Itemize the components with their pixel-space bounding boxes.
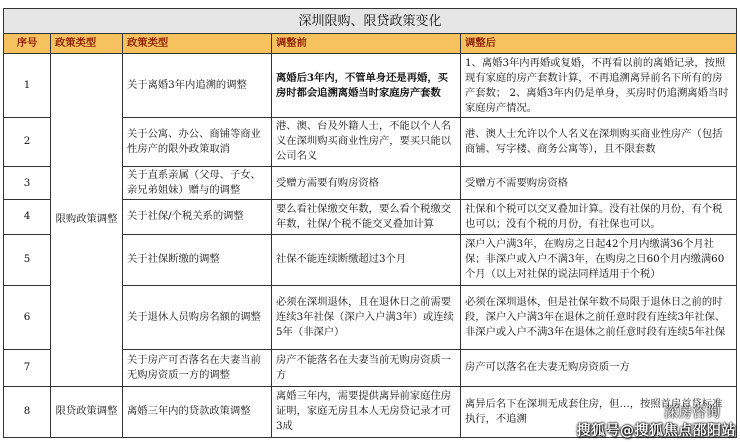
row-type: 离婚三年内的贷款政策调整 [123, 386, 272, 437]
row-type: 关于离婚3年内追溯的调整 [123, 54, 272, 117]
row-after: 深户入户满3年，在购房之日起42个月内缴满36个月社保；非深户或入户不满3年，在购房之日60个月内缴满60个月（以上对社保的说法同样适用于个税） [461, 234, 737, 285]
row-before: 要么看社保缴交年数，要么看个税缴交年数，社保/个税不能交叉叠加计算 [272, 200, 461, 234]
row-num: 2 [4, 117, 51, 166]
row-type: 关于社保断缴的调整 [123, 234, 272, 285]
header-type: 政策类型 [123, 34, 272, 54]
row-type: 关于房产可否落名在夫妻当前无购房资质一方的调整 [123, 350, 272, 386]
header-before: 调整前 [272, 34, 461, 54]
header-type-group: 政策类型 [51, 34, 123, 54]
row-before: 离婚后3年内，不管单身还是再婚，买房时都会追溯离婚当时家庭房产套数 [272, 54, 461, 117]
row-after: 必须在深圳退休，但是社保年数不局限于退休日之前的时段，深户入户满3年在退休之前任意时段有连续3年社保、非深户或入户不满3年在退休之前任意时段有连续5年社保 [461, 285, 737, 349]
row-num: 3 [4, 167, 51, 200]
row-num: 4 [4, 200, 51, 234]
header-row [4, 34, 737, 54]
row-type: 关于社保/个税关系的调整 [123, 200, 272, 234]
row-after: 受赠方不需要购房资格 [461, 167, 737, 200]
row-num: 6 [4, 285, 51, 349]
group-loan: 限贷政策调整 [51, 386, 123, 437]
row-num: 1 [4, 54, 51, 117]
row-type: 关于公寓、办公、商铺等商业性房产的限外政策取消 [123, 117, 272, 166]
row-after: 社保和个税可以交叉叠加计算。没有社保的月份，有个税也可以；没有个税的月份，有社保也可以。 [461, 200, 737, 234]
row-before: 房产不能落名在夫妻当前无购房资质一方 [272, 350, 461, 386]
row-after: 港、澳人士允许以个人名义在深圳购买商业性房产（包括商铺、写字楼、商务公寓等），且不限套数 [461, 117, 737, 166]
row-type: 关于退休人员购房名额的调整 [123, 285, 272, 349]
row-num: 5 [4, 234, 51, 285]
row-before: 离婚三年内，需要提供离异前家庭住房证明，家庭无房且本人无房贷记录才可3成 [272, 386, 461, 437]
header-after: 调整后 [461, 34, 737, 54]
row-before: 港、澳、台及外籍人士，不能以个人名义在深圳购买商业性房产，要买只能以公司名义 [272, 117, 461, 166]
title-row [4, 9, 737, 34]
row-num: 7 [4, 350, 51, 386]
group-purchase: 限购政策调整 [51, 54, 123, 386]
row-num: 8 [4, 386, 51, 437]
table-title: 深圳限购、限贷政策变化 [4, 9, 737, 34]
row-type: 关于直系亲属（父母、子女、亲兄弟姐妹）赠与的调整 [123, 167, 272, 200]
header-num: 序号 [4, 34, 51, 54]
row-after: 1、离婚3年内再婚或复婚，不再看以前的离婚记录，按照现有家庭的房产套数计算，不再追溯离异前名下所有的房产套数； 2、离婚3年内仍是单身，买房时仍追溯离婚当时家庭房产情况。 [461, 54, 737, 117]
row-before: 受赠方需要有购房资格 [272, 167, 461, 200]
source-watermark: 搜狐号@搜狐焦点邵阳站 [576, 423, 736, 439]
policy-table [3, 8, 737, 438]
row-before: 必须在深圳退休，且在退休日之前需要连续3年社保（深户入户满3年）或连续5年（非深户） [272, 285, 461, 349]
brand-watermark: 深房咨询 [664, 405, 720, 421]
table-row [4, 54, 737, 117]
row-after: 房产可以落名在夫妻无购房资质一方 [461, 350, 737, 386]
row-after: 离异后名下在深圳无成套住房，但…，按照首房首贷标准执行，不追溯 [461, 386, 737, 437]
row-before: 社保不能连续断缴超过3个月 [272, 234, 461, 285]
